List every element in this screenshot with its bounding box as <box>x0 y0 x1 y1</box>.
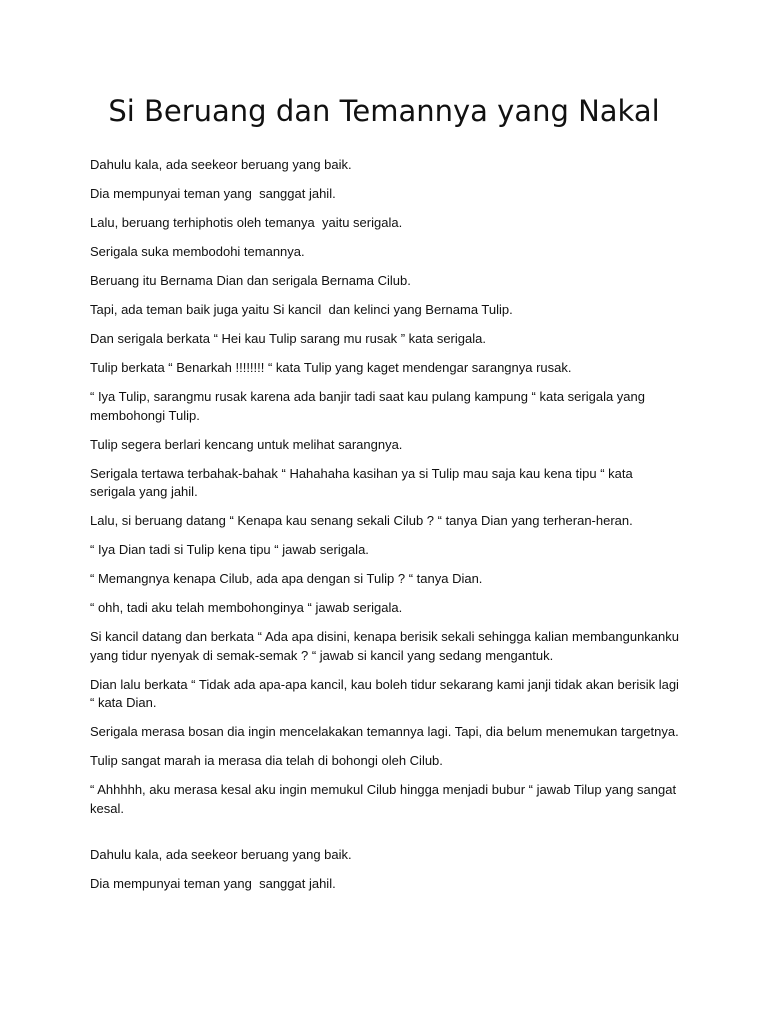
paragraph: “ Ahhhhh, aku merasa kesal aku ingin memukul Cilub hingga menjadi bubur “ jawab Tilup yang sangat kesal. <box>90 782 680 816</box>
paragraph: Lalu, beruang terhiphotis oleh temanya yaitu serigala. <box>90 215 403 230</box>
paragraph: Serigala merasa bosan dia ingin mencelakakan temannya lagi. Tapi, dia belum menemukan targetnya. <box>90 724 679 739</box>
paragraph: “ Iya Tulip, sarangmu rusak karena ada banjir tadi saat kau pulang kampung “ kata serigala yang membohongi Tulip. <box>90 389 649 423</box>
paragraph: Dian lalu berkata “ Tidak ada apa-apa kancil, kau boleh tidur sekarang kami janji tidak akan berisik lagi “ kata Dian. <box>90 676 683 710</box>
paragraph: Dia mempunyai teman yang sanggat jahil. <box>90 186 336 201</box>
paragraph: Beruang itu Bernama Dian dan serigala Bernama Cilub. <box>90 273 411 288</box>
paragraph: Dahulu kala, ada seekeor beruang yang baik. <box>90 847 352 862</box>
paragraph: Tulip sangat marah ia merasa dia telah di bohongi oleh Cilub. <box>90 753 443 768</box>
paragraph: “ ohh, tadi aku telah membohonginya “ jawab serigala. <box>90 600 403 615</box>
document-title: Si Beruang dan Temannya yang Nakal <box>108 94 660 128</box>
paragraph: Serigala suka membodohi temannya. <box>90 244 305 259</box>
paragraph: Dia mempunyai teman yang sanggat jahil. <box>90 876 336 891</box>
paragraph: Tulip berkata “ Benarkah !!!!!!!! “ kata Tulip yang kaget mendengar sarangnya rusak. <box>90 360 572 375</box>
paragraph: Dahulu kala, ada seekeor beruang yang baik. <box>90 157 352 172</box>
document-body <box>90 156 683 894</box>
paragraph: Tulip segera berlari kencang untuk melihat sarangnya. <box>90 436 403 452</box>
paragraph: “ Iya Dian tadi si Tulip kena tipu “ jawab serigala. <box>90 542 369 557</box>
paragraph: Si kancil datang dan berkata “ Ada apa disini, kenapa berisik sekali sehingga kalian membangunkanku yang tidur nyenyak di semak-semak ? “ jawab si kancil yang sedang mengantuk. <box>90 629 683 663</box>
paragraph: Dan serigala berkata “ Hei kau Tulip sarang mu rusak ” kata serigala. <box>90 331 486 346</box>
paragraph: Lalu, si beruang datang “ Kenapa kau senang sekali Cilub ? “ tanya Dian yang terheran-heran. <box>90 513 633 528</box>
paragraph: “ Memangnya kenapa Cilub, ada apa dengan si Tulip ? “ tanya Dian. <box>90 571 483 586</box>
paragraph: Serigala tertawa terbahak-bahak “ Hahahaha kasihan ya si Tulip mau saja kau kena tipu “ kata serigala yang jahil. <box>90 465 637 499</box>
paragraph: Tapi, ada teman baik juga yaitu Si kancil dan kelinci yang Bernama Tulip. <box>90 302 513 317</box>
